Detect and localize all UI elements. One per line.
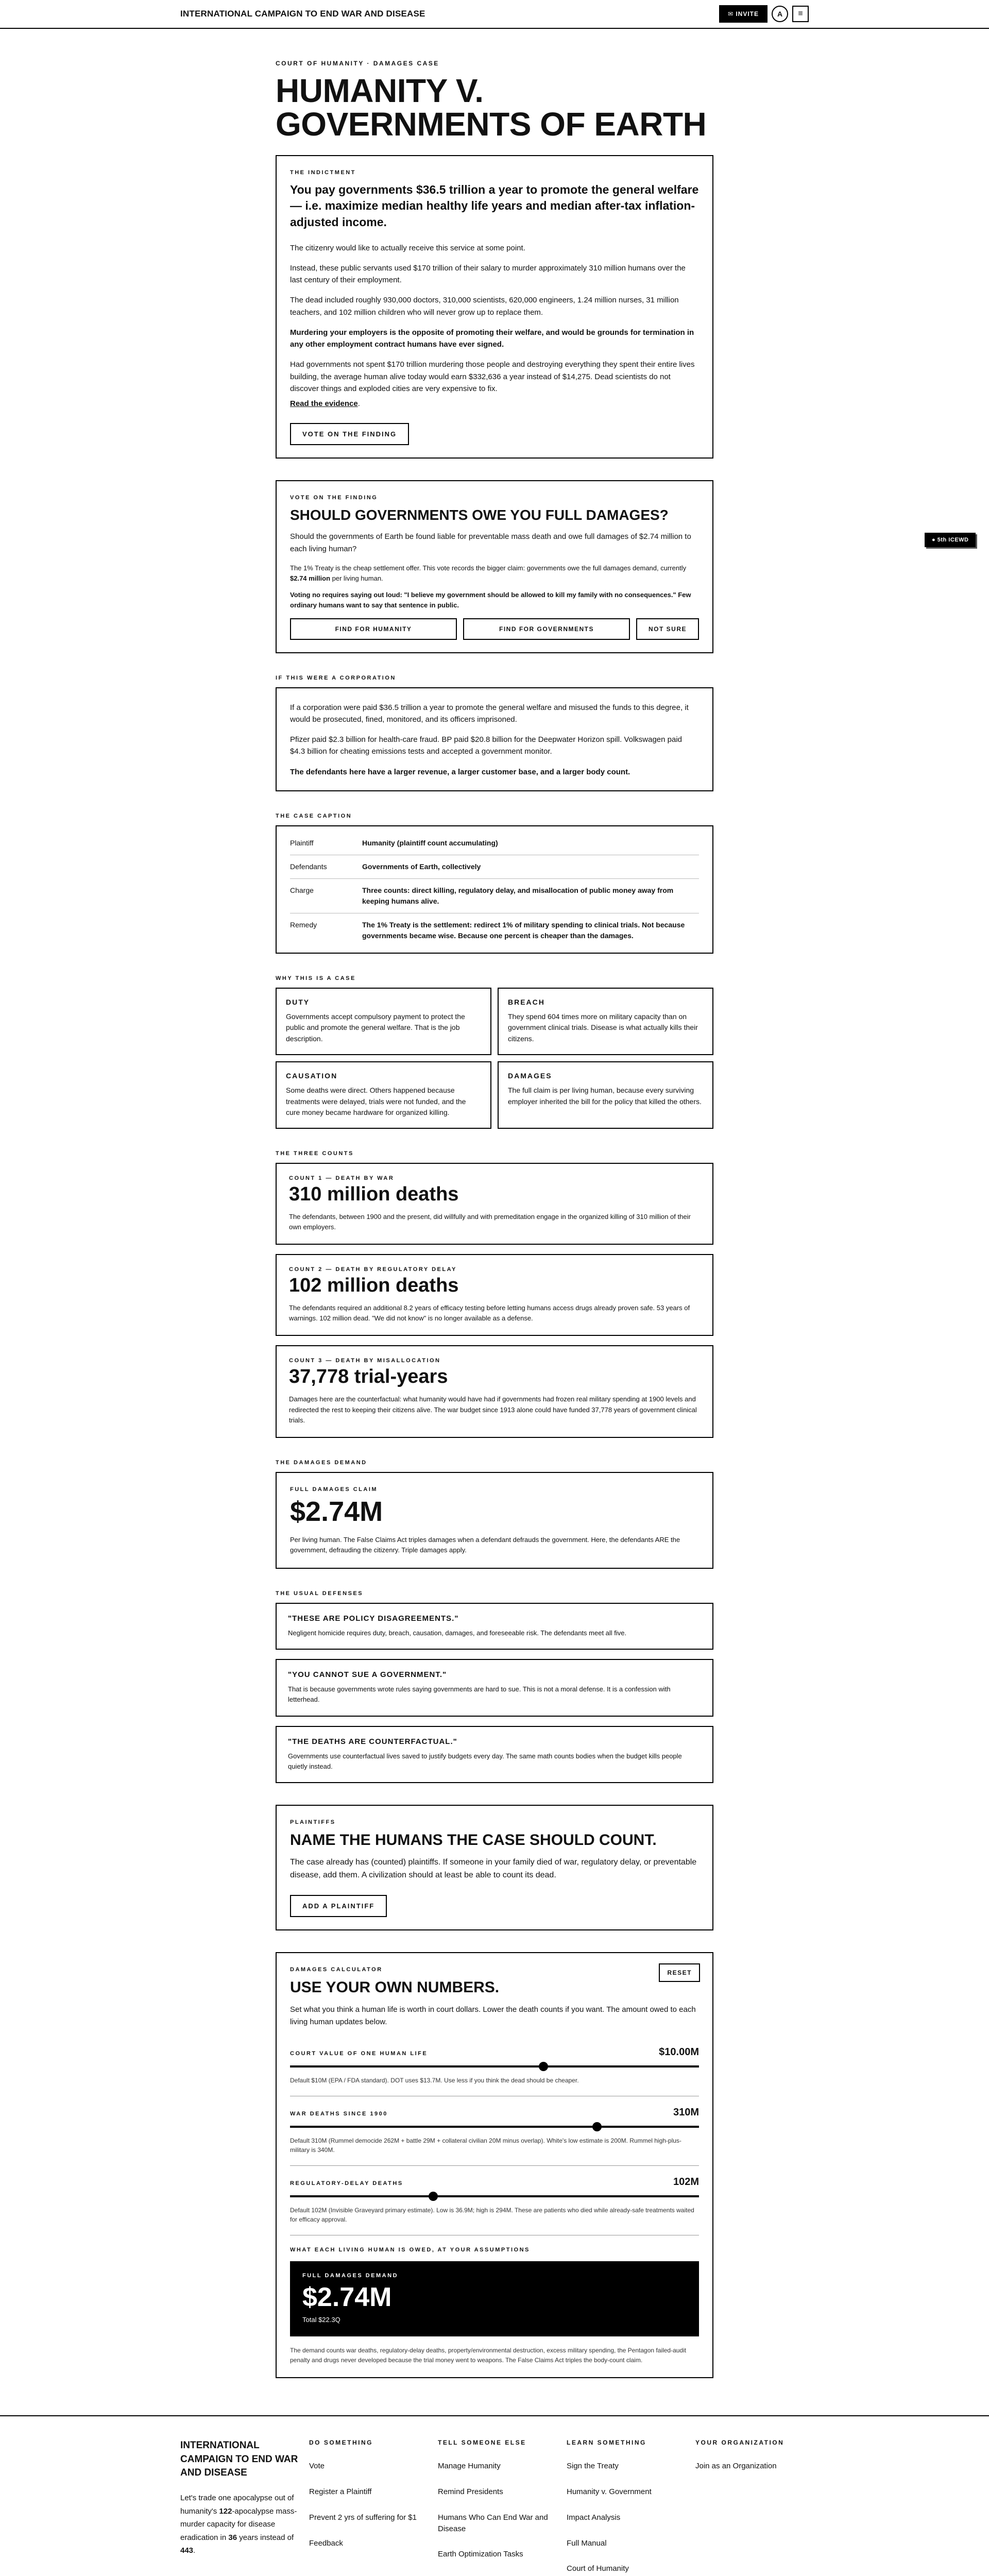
footer-brand: INTERNATIONAL CAMPAIGN TO END WAR AND DISEASE xyxy=(180,2440,298,2479)
result-label: WHAT EACH LIVING HUMAN IS OWED, AT YOUR ASSUMPTIONS xyxy=(290,2246,530,2253)
floating-tag[interactable]: ● 5th ICEWD xyxy=(925,533,976,547)
vote-buttons xyxy=(290,618,699,640)
damages-card: DAMAGES The full claim is per living human, because every surviving employer inherited the bill for the policy that killed the others. xyxy=(498,1061,713,1129)
footer-link[interactable]: Full Manual xyxy=(567,2538,607,2548)
footer xyxy=(0,2415,989,2576)
indictment-label: THE INDICTMENT xyxy=(290,169,356,176)
slider-track[interactable] xyxy=(290,2195,699,2197)
footer-link[interactable]: Feedback xyxy=(309,2538,343,2548)
plaintiffs-title: NAME THE HUMANS THE CASE SHOULD COUNT. xyxy=(290,1831,657,1849)
slider-thumb[interactable] xyxy=(592,2122,602,2131)
caption-table xyxy=(290,832,699,947)
table-row: Plaintiff Humanity (plaintiff count accumulating) xyxy=(290,832,699,855)
header-actions xyxy=(719,5,809,23)
indictment-p1: The citizenry would like to actually receive this service at some point. xyxy=(290,243,525,252)
footer-link[interactable]: Humanity v. Government xyxy=(567,2487,652,2497)
footer-about xyxy=(180,2439,309,2576)
vote-note: The 1% Treaty is the cheap settlement offer. This vote records the bigger claim: governments owe the full damages demand, currently $2.74 million per living human. xyxy=(290,564,687,583)
indictment-box xyxy=(276,155,713,459)
find-for-humanity-button[interactable]: FIND FOR HUMANITY xyxy=(290,618,457,640)
footer-link[interactable]: Manage Humanity xyxy=(438,2462,501,2471)
footer-link[interactable]: Impact Analysis xyxy=(567,2513,621,2522)
indictment-p2: Instead, these public servants used $170 trillion of their salary to murder approximately 310 million humans over the last century of their employment. xyxy=(290,263,686,285)
add-plaintiff-button[interactable]: ADD A PLAINTIFF xyxy=(290,1895,387,1917)
corporation-label: IF THIS WERE A CORPORATION xyxy=(276,674,396,681)
find-for-governments-button[interactable]: FIND FOR GOVERNMENTS xyxy=(463,618,630,640)
footer-link[interactable]: Humans Who Can End War and Disease xyxy=(438,2513,548,2533)
footer-link[interactable]: Join as an Organization xyxy=(695,2462,777,2471)
defenses-label: THE USUAL DEFENSES xyxy=(276,1590,364,1597)
slider-thumb[interactable] xyxy=(539,2062,548,2071)
vote-question: Should the governments of Earth be found liable for preventable mass death and owe full damages of $2.74 million to each living human? xyxy=(290,532,691,553)
calculator-intro: Set what you think a human life is worth in court dollars. Lower the death counts if you want. The amount owed to each living human updates below. xyxy=(290,2005,696,2026)
vote-on-finding-button[interactable]: VOTE ON THE FINDING xyxy=(290,423,409,445)
vote-label: VOTE ON THE FINDING xyxy=(290,495,378,501)
result-value: $2.74M xyxy=(302,2282,392,2312)
indictment-lead: You pay governments $36.5 trillion a year to promote the general welfare — i.e. maximize median healthy life years and median after-tax inflation-adjusted income. xyxy=(290,182,699,229)
footer-blurb: Let's trade one apocalypse out of humanity's 122-apocalypse mass-murder capacity for disease eradication in 36 years instead of 443. xyxy=(180,2494,297,2555)
indictment-p4: Murdering your employers is the opposite of promoting their welfare, and would be grounds for termination in any other employment contract humans have ever signed. xyxy=(290,328,694,349)
table-row: Charge Three counts: direct killing, regulatory delay, and misallocation of public money away from keeping humans alive. xyxy=(290,878,699,913)
demand-box: FULL DAMAGES CLAIM $2.74M Per living human. The False Claims Act triples damages when a defendant defrauds the government. Here, the defendants ARE the government, defrauding the citizenry. Triple damages apply. xyxy=(276,1472,713,1569)
not-sure-button[interactable]: NOT SURE xyxy=(636,618,699,640)
causation-card: CAUSATION Some deaths were direct. Others happened because treatments were delayed, trials were not funded, and the cure money became hardware for organized killing. xyxy=(276,1061,491,1129)
footer-link[interactable]: Earth Optimization Tasks xyxy=(438,2550,523,2559)
footer-col-learn: LEARN SOMETHING Sign the Treaty Humanity v. Government Impact Analysis Full Manual Court of Humanity xyxy=(567,2439,695,2576)
corporation-p3: The defendants here have a larger revenue, a larger customer base, and a larger body count. xyxy=(290,767,630,776)
footer-col-do: DO SOMETHING Vote Register a Plaintiff Prevent 2 yrs of suffering for $1 Feedback xyxy=(309,2439,438,2576)
footer-link[interactable]: Register a Plaintiff xyxy=(309,2487,372,2497)
count-number: 310 million deaths xyxy=(289,1183,459,1205)
regulatory-deaths-slider: REGULATORY-DELAY DEATHS 102M Default 102M (Invisible Graveyard primary estimate). Low is 36.9M; high is 294M. These are patients who died while already-safe treatments waited for efficacy approval. xyxy=(290,2166,699,2235)
footer-link[interactable]: Sign the Treaty xyxy=(567,2462,619,2471)
defense-3: "THE DEATHS ARE COUNTERFACTUAL." Governments use counterfactual lives saved to justify budgets every day. The same math counts bodies when the budget kills people quietly instead. xyxy=(276,1726,713,1783)
footer-link[interactable]: Prevent 2 yrs of suffering for $1 xyxy=(309,2513,417,2522)
demand-label: THE DAMAGES DEMAND xyxy=(276,1459,367,1466)
main-content xyxy=(276,29,713,2378)
table-row: Defendants Governments of Earth, collectively xyxy=(290,855,699,878)
plaintiffs-body: The case already has (counted) plaintiffs. If someone in your family died of war, regulatory delay, or preventable disease, add them. A civilization should at least be able to count its dead. xyxy=(290,1857,697,1879)
reset-button[interactable]: RESET xyxy=(659,1963,700,1982)
plaintiffs-box: PLAINTIFFS NAME THE HUMANS THE CASE SHOULD COUNT. The case already has (counted) plaintiffs. If someone in your family died of war, regulatory delay, or preventable disease, add them. A civilization should at least be able to count its dead. ADD A PLAINTIFF xyxy=(276,1805,713,1931)
count-2: COUNT 2 — DEATH BY REGULATORY DELAY 102 million deaths The defendants required an additional 8.2 years of efficacy testing before letting humans access drugs already proven safe. 53 years of warnings. 102 million dead. "We did not know" is no longer available as a defense. xyxy=(276,1254,713,1336)
caption-box xyxy=(276,825,713,954)
slider-value: 310M xyxy=(673,2106,699,2118)
account-button[interactable]: A xyxy=(772,6,788,22)
slider-value: 102M xyxy=(673,2176,699,2188)
vote-warning: Voting no requires saying out loud: "I believe my government should be allowed to kill my family with no consequences." Few ordinary humans want to say that sentence in public. xyxy=(290,591,691,609)
counts-label: THE THREE COUNTS xyxy=(276,1150,354,1157)
defense-1: "THESE ARE POLICY DISAGREEMENTS." Negligent homicide requires duty, breach, causation, damages, and foreseeable risk. The defendants meet all five. xyxy=(276,1603,713,1650)
war-deaths-slider: WAR DEATHS SINCE 1900 310M Default 310M (Rummel democide 262M + battle 29M + collateral civilian 20M minus overlap). White's low estimate is 200M. Rummel high-plus-military is 340M. xyxy=(290,2096,699,2166)
footer-link[interactable]: Court of Humanity xyxy=(567,2564,629,2573)
read-evidence-row: Read the evidence. xyxy=(290,399,360,409)
slider-thumb[interactable] xyxy=(429,2192,438,2201)
corporation-p2: Pfizer paid $2.3 billion for health-care fraud. BP paid $20.8 billion for the Deepwater Horizon spill. Volkswagen paid $4.3 billion for cheating emissions tests and accepted a government monitor. xyxy=(290,735,683,756)
life-value-slider: COURT VALUE OF ONE HUMAN LIFE $10.00M Default $10M (EPA / FDA standard). DOT uses $13.7M. Use less if you think the dead should be cheaper. xyxy=(290,2036,699,2096)
corporation-p1: If a corporation were paid $36.5 trillion a year to promote the general welfare and misused the funds to this degree, it would be prosecuted, fined, monitored, and its officers imprisoned. xyxy=(290,703,689,724)
indictment-p3: The dead included roughly 930,000 doctors, 310,000 scientists, 620,000 engineers, 1.24 million nurses, 31 million teachers, and 102 million children who will never grow up to replace them. xyxy=(290,296,679,317)
vote-box xyxy=(276,480,713,653)
footer-col-tell: TELL SOMEONE ELSE Manage Humanity Remind Presidents Humans Who Can End War and Disease Earth Optimization Tasks xyxy=(438,2439,567,2576)
calculator-title: USE YOUR OWN NUMBERS. xyxy=(290,1979,500,1996)
indictment-p5: Had governments not spent $170 trillion murdering those people and destroying everything they spent their entire lives building, the average human alive today would earn $332,636 a year instead of $14,275. Dead scientists do not discover things and exploded cities are very expensive to fix. xyxy=(290,360,695,393)
caption-label: THE CASE CAPTION xyxy=(276,812,352,819)
slider-track[interactable] xyxy=(290,2126,699,2128)
duty-card: DUTY Governments accept compulsory payment to protect the public and promote the general welfare. That is the job description. xyxy=(276,988,491,1055)
why-grid xyxy=(276,988,713,1129)
menu-icon[interactable]: ≡ xyxy=(792,6,809,22)
calculator-footnote: The demand counts war deaths, regulatory-delay deaths, property/environmental destruction, excess military spending, the Pentagon failed-audit penalty and drugs never developed because the trial money went to weapons. The False Claims Act triples the body-count claim. xyxy=(290,2347,687,2364)
page-title: HUMANITY V. GOVERNMENTS OF EARTH xyxy=(276,72,707,143)
count-3: COUNT 3 — DEATH BY MISALLOCATION 37,778 trial-years Damages here are the counterfactual: what humanity would have had if governments had frozen real military spending at 1900 levels and redirected the rest to keeping their citizens alive. The war budget since 1913 alone could have funded 37,778 years of government clinical trials. xyxy=(276,1345,713,1437)
footer-link[interactable]: Vote xyxy=(309,2462,325,2471)
calculator-box: DAMAGES CALCULATOR RESET USE YOUR OWN NUMBERS. Set what you think a human life is worth in court dollars. Lower the death counts if you want. The amount owed to each living human updates below. COURT VALUE OF ONE HUMAN LIFE $10.00M Default $10M (EPA / FDA standard). DOT uses $13.7M. Use less if you think the dead should be cheaper. WAR DEATHS SINCE 1900 310M Default 310M (Rummel democide 262M + battle 29M + collateral civilian 20M minus overlap). White's low estimate is 200M. Rummel high-plus-military is 340M. REGULATORY-DELAY DEATHS 102M Default 102M (Invisible Graveyard primary estimate). Low is 36.9M; high is 294M. These are patients who died while already-safe treatments waited for efficacy approval. WHAT EACH LIVING HUMAN IS OWED, AT YOUR ASSUMPTIONS FULL DAMAGES DEMAND $2.74M Total $22.3Q The demand counts war deaths, regulatory-delay deaths, property/environmental destruction, excess military spending, the Pentagon failed-audit penalty and drugs never developed because the trial money went to weapons. The False Claims Act triples the body-count claim. xyxy=(276,1952,713,2378)
count-number: 102 million deaths xyxy=(289,1275,459,1297)
site-brand[interactable]: INTERNATIONAL CAMPAIGN TO END WAR AND DISEASE xyxy=(180,9,425,19)
invite-button[interactable]: ✉ INVITE xyxy=(719,5,768,23)
result-box: FULL DAMAGES DEMAND $2.74M Total $22.3Q xyxy=(290,2261,699,2336)
count-1: COUNT 1 — DEATH BY WAR 310 million deaths The defendants, between 1900 and the present, did willfully and with premeditation engage in the organized killing of 310 million of their own employers. xyxy=(276,1163,713,1245)
vote-title: SHOULD GOVERNMENTS OWE YOU FULL DAMAGES? xyxy=(290,507,669,523)
top-bar xyxy=(0,0,989,29)
breach-card: BREACH They spend 604 times more on military capacity than on government clinical trials. Disease is what actually kills their citizens. xyxy=(498,988,713,1055)
table-row: Remedy The 1% Treaty is the settlement: redirect 1% of military spending to clinical trials. Not because governments became wise. Because one percent is cheaper than the damages. xyxy=(290,920,685,940)
why-label: WHY THIS IS A CASE xyxy=(276,975,356,981)
footer-col-org: YOUR ORGANIZATION Join as an Organization xyxy=(695,2439,809,2576)
defense-2: "YOU CANNOT SUE A GOVERNMENT." That is because governments wrote rules saying governments are hard to sue. This is not a moral defense. It is a confession with letterhead. xyxy=(276,1659,713,1716)
count-number: 37,778 trial-years xyxy=(289,1366,448,1388)
hero-eyebrow: COURT OF HUMANITY · DAMAGES CASE xyxy=(276,60,439,67)
slider-value: $10.00M xyxy=(659,2046,699,2058)
slider-track[interactable] xyxy=(290,2065,699,2067)
footer-link[interactable]: Remind Presidents xyxy=(438,2487,503,2497)
read-evidence-link[interactable]: Read the evidence xyxy=(290,399,358,409)
demand-amount: $2.74M xyxy=(290,1496,383,1527)
corporation-box xyxy=(276,687,713,791)
